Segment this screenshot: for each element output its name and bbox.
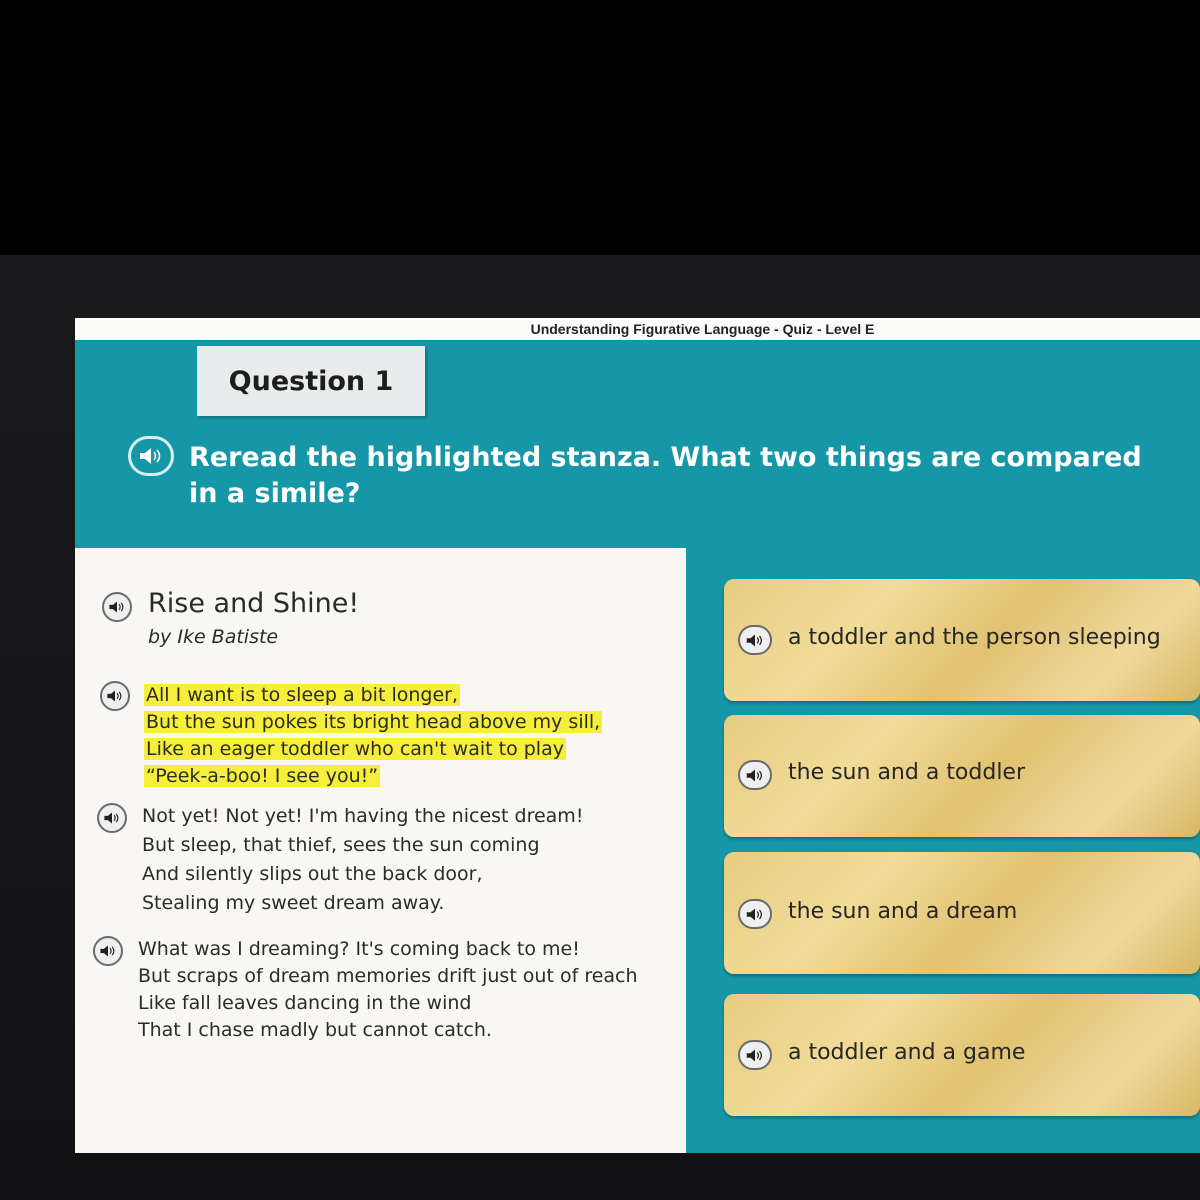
poem-line: Like an eager toddler who can't wait to play bbox=[146, 738, 564, 760]
quiz-title: Understanding Figurative Language - Quiz - Level E bbox=[530, 321, 875, 337]
answer-choice-1[interactable] bbox=[724, 579, 1200, 701]
poem-line: Stealing my sweet dream away. bbox=[142, 892, 445, 914]
stanza-2-audio-button[interactable] bbox=[97, 803, 127, 833]
speaker-icon bbox=[103, 811, 121, 825]
speaker-icon bbox=[745, 907, 765, 922]
stanza-1-audio-button[interactable] bbox=[100, 681, 130, 711]
poem-line: What was I dreaming? It's coming back to me! bbox=[138, 938, 580, 960]
title-audio-button[interactable] bbox=[102, 592, 132, 622]
stanza-1-highlighted bbox=[144, 682, 602, 790]
answer-2-audio-button[interactable] bbox=[738, 760, 772, 790]
quiz-header bbox=[75, 318, 1200, 340]
poem-line: All I want is to sleep a bit longer, bbox=[146, 684, 458, 706]
quiz-screen bbox=[75, 318, 1200, 1153]
speaker-icon bbox=[106, 689, 124, 703]
stanza-2 bbox=[142, 802, 583, 918]
speaker-icon bbox=[745, 633, 765, 648]
poem-title: Rise and Shine! bbox=[148, 588, 360, 619]
answer-1-audio-button[interactable] bbox=[738, 625, 772, 655]
poem-line: That I chase madly but cannot catch. bbox=[138, 1019, 492, 1041]
answer-3-text: the sun and a dream bbox=[788, 899, 1018, 924]
poem-line: Like fall leaves dancing in the wind bbox=[138, 992, 472, 1014]
answer-4-audio-button[interactable] bbox=[738, 1040, 772, 1070]
question-audio-button[interactable] bbox=[128, 436, 174, 476]
question-band bbox=[75, 340, 1200, 548]
answer-choice-2[interactable] bbox=[724, 715, 1200, 837]
poem-line: And silently slips out the back door, bbox=[142, 863, 483, 885]
stanza-3-audio-button[interactable] bbox=[93, 936, 123, 966]
poem-line: But scraps of dream memories drift just out of reach bbox=[138, 965, 638, 987]
poem-line: But the sun pokes its bright head above my sill, bbox=[146, 711, 601, 733]
answer-1-text: a toddler and the person sleeping bbox=[788, 625, 1161, 650]
speaker-icon bbox=[99, 944, 117, 958]
answer-choice-4[interactable] bbox=[724, 994, 1200, 1116]
poem-line: Not yet! Not yet! I'm having the nicest dream! bbox=[142, 805, 584, 827]
reading-passage bbox=[75, 548, 686, 1153]
speaker-icon bbox=[108, 600, 126, 614]
poem-line: But sleep, that thief, sees the sun coming bbox=[142, 834, 540, 856]
speaker-icon bbox=[745, 1048, 765, 1063]
poem-author: by Ike Batiste bbox=[148, 626, 279, 648]
poem-line: “Peek-a-boo! I see you!” bbox=[146, 765, 379, 787]
speaker-icon bbox=[138, 446, 164, 466]
answer-choices bbox=[686, 548, 1200, 1153]
answer-2-text: the sun and a toddler bbox=[788, 760, 1026, 785]
answer-3-audio-button[interactable] bbox=[738, 899, 772, 929]
question-number-label: Question 1 bbox=[197, 346, 425, 416]
question-prompt: Reread the highlighted stanza. What two things are compared in a simile? bbox=[189, 442, 1142, 509]
answer-4-text: a toddler and a game bbox=[788, 1040, 1026, 1065]
stanza-3 bbox=[138, 936, 638, 1044]
speaker-icon bbox=[745, 768, 765, 783]
answer-choice-3[interactable] bbox=[724, 852, 1200, 974]
